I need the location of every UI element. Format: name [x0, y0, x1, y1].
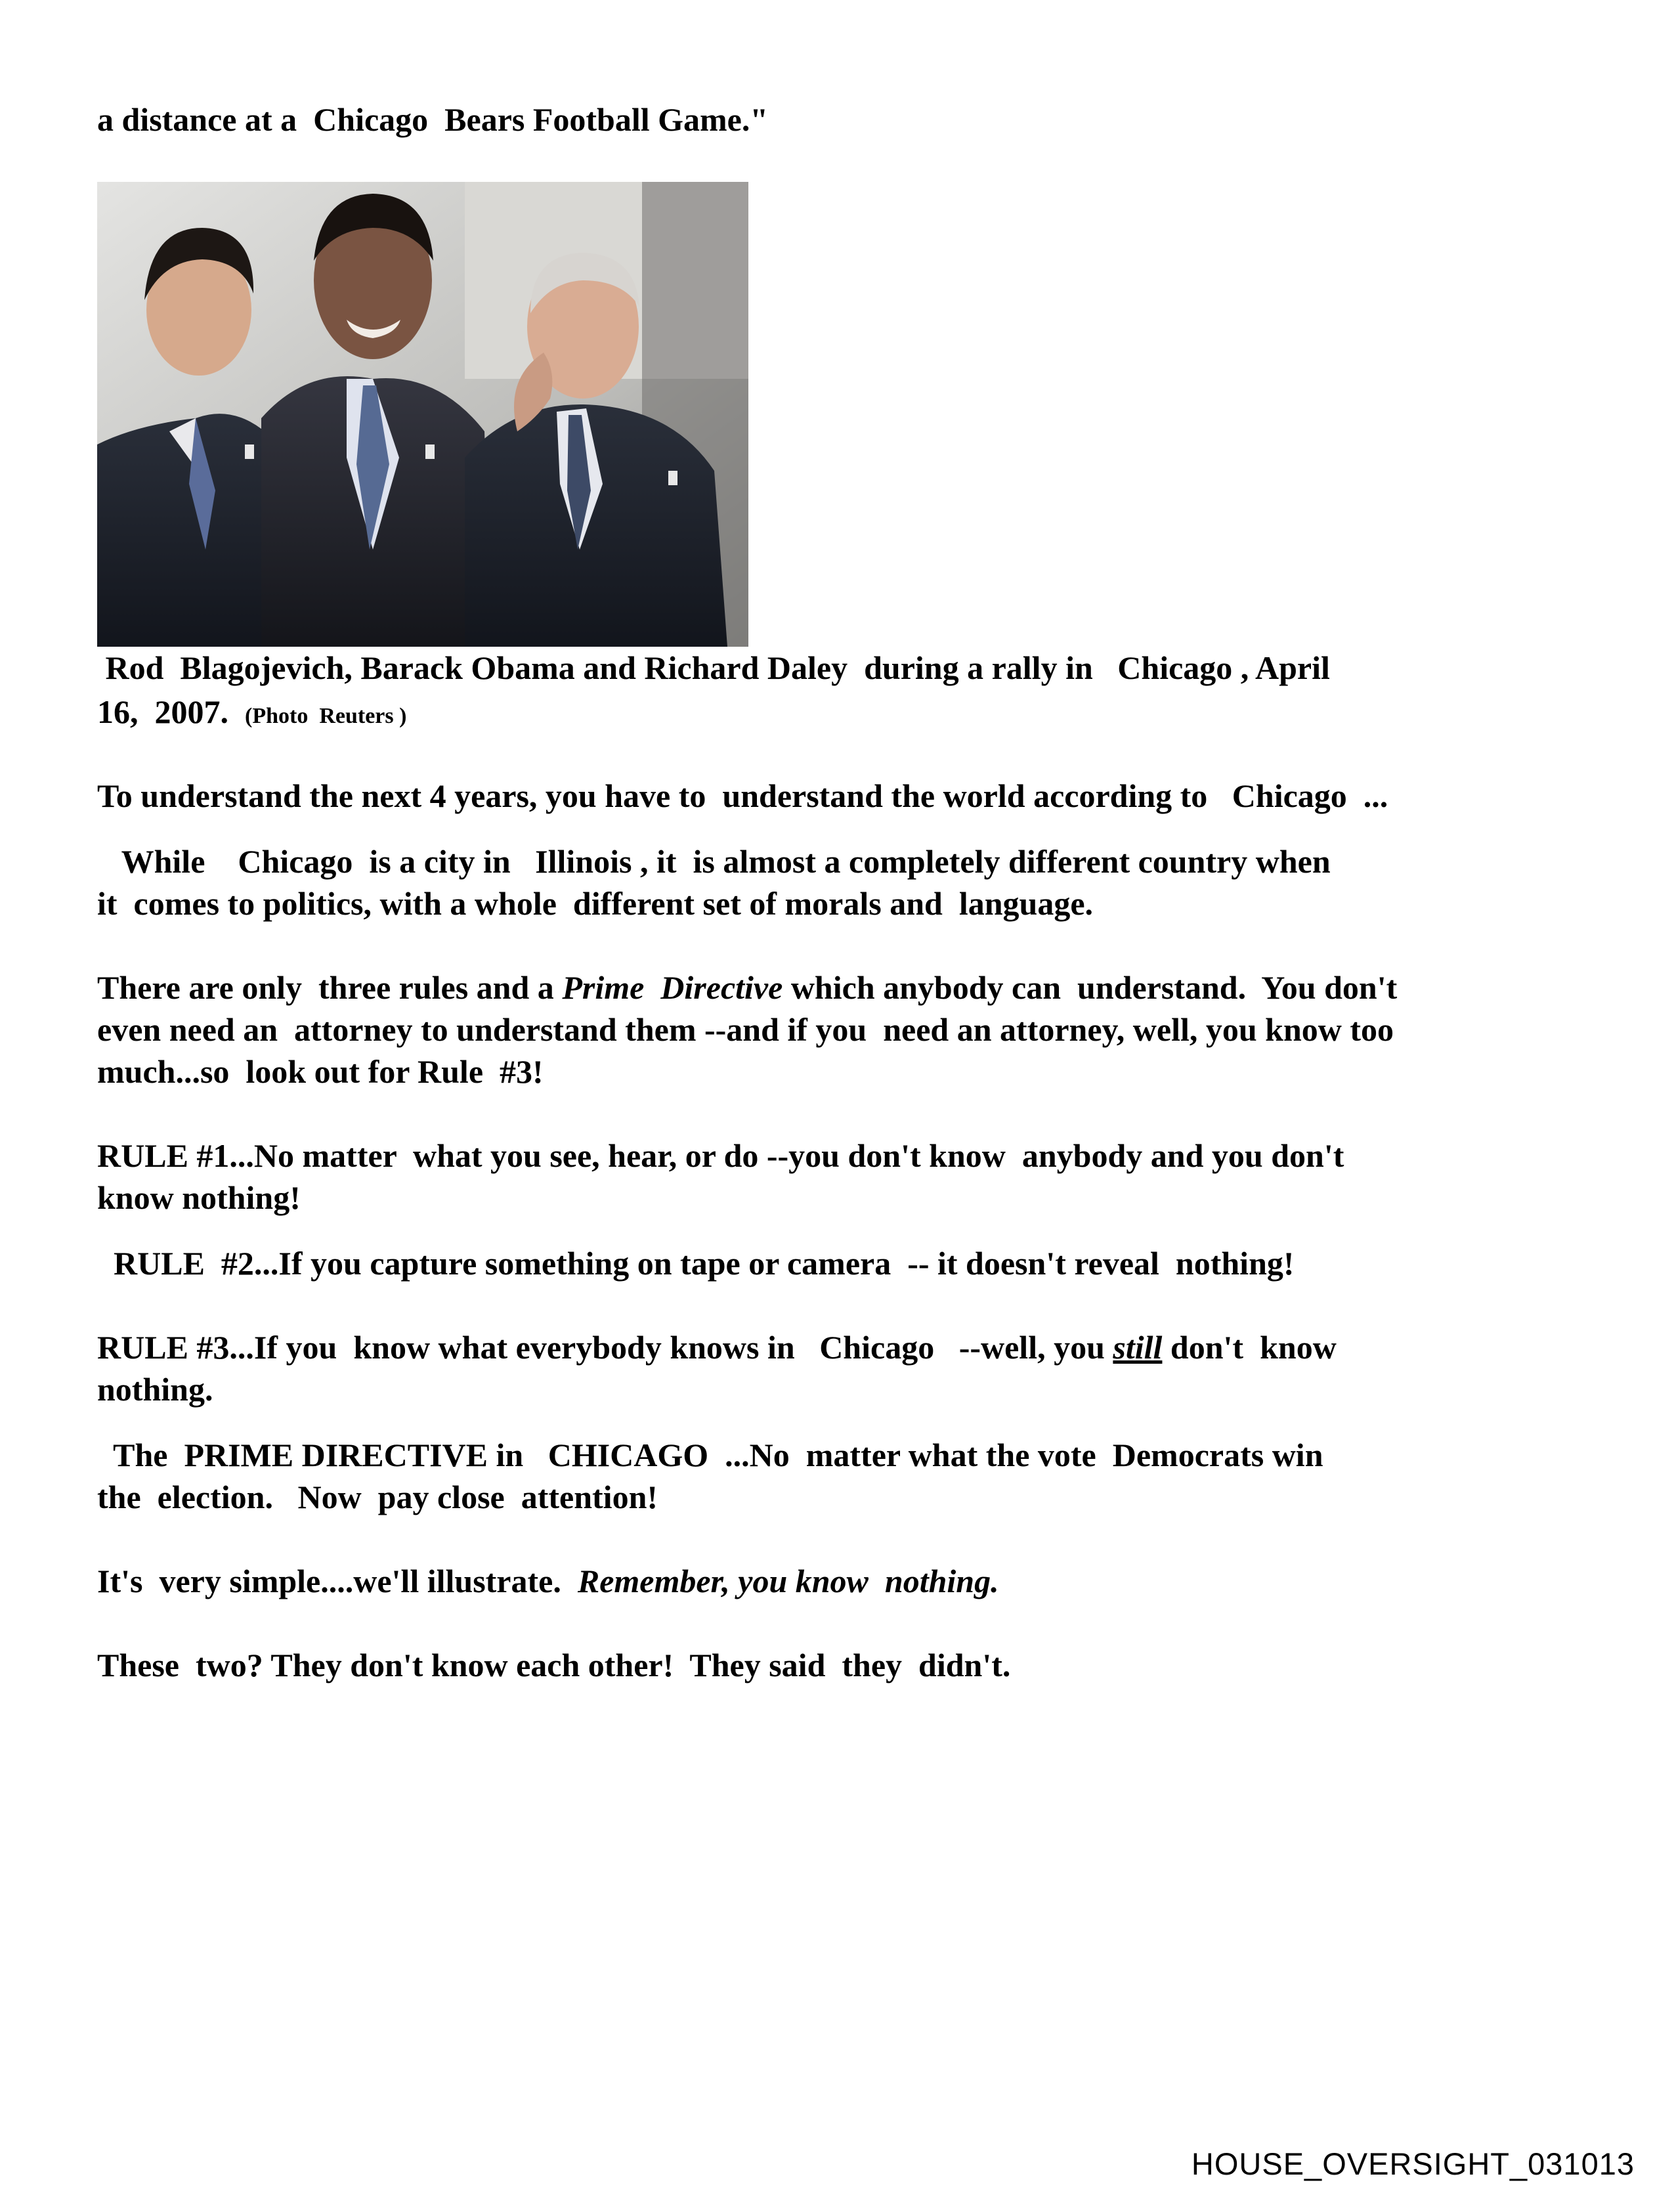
- while-paragraph-line-2: it comes to politics, with a whole different set of morals and language.: [97, 885, 1094, 922]
- photo-caption-line-1: Rod Blagojevich, Barack Obama and Richard Daley during a rally in Chicago , April: [97, 649, 1330, 686]
- prime-directive-italic: Prime Directive: [562, 969, 783, 1006]
- rule-1-line-1: RULE #1...No matter what you see, hear, or do --you don't know anybody and you don't: [97, 1137, 1344, 1174]
- still-emphasis: still: [1113, 1329, 1163, 1366]
- rule-3-line-1: [97, 1326, 1337, 1368]
- simple-part-a: It's very simple....we'll illustrate.: [97, 1563, 578, 1599]
- photo-caption-line-2: [97, 691, 406, 737]
- opening-line: a distance at a Chicago Bears Football Game.": [97, 101, 769, 138]
- while-paragraph-line-1: While Chicago is a city in Illinois , it is almost a completely different country when: [97, 843, 1331, 880]
- caption-date: 16, 2007.: [97, 693, 245, 730]
- prime-directive-line-1: The PRIME DIRECTIVE in CHICAGO ...No matter what the vote Democrats win: [97, 1437, 1323, 1473]
- document-id: HOUSE_OVERSIGHT_031013: [1191, 2146, 1635, 2181]
- intro-paragraph: To understand the next 4 years, you have to understand the world according to Chicago ...: [97, 777, 1388, 814]
- these-two-line: These two? They don't know each other! They said they didn't.: [97, 1647, 1011, 1683]
- rules-intro-line-1: [97, 966, 1397, 1008]
- rule-2: RULE #2...If you capture something on tape or camera -- it doesn't reveal nothing!: [97, 1245, 1295, 1282]
- rules-intro-part-a: There are only three rules and a: [97, 969, 563, 1006]
- rule-3-part-a: RULE #3...If you know what everybody knows in Chicago --well, you: [97, 1329, 1113, 1366]
- rule-3-part-c: don't know: [1162, 1329, 1337, 1366]
- prime-directive-line-2: the election. Now pay close attention!: [97, 1479, 658, 1515]
- rules-intro-part-c: which anybody can understand. You don't: [783, 969, 1398, 1006]
- rule-1-line-2: know nothing!: [97, 1179, 301, 1216]
- rules-intro-line-3: much...so look out for Rule #3!: [97, 1053, 544, 1090]
- rally-photo: [97, 182, 748, 647]
- rules-intro-line-2: even need an attorney to understand them --and if you need an attorney, well, you know too: [97, 1011, 1394, 1048]
- rule-3-line-2: nothing.: [97, 1371, 213, 1408]
- remember-italic: Remember, you know nothing.: [577, 1563, 999, 1599]
- simple-line: [97, 1560, 999, 1602]
- photo-credit: (Photo Reuters ): [245, 704, 407, 728]
